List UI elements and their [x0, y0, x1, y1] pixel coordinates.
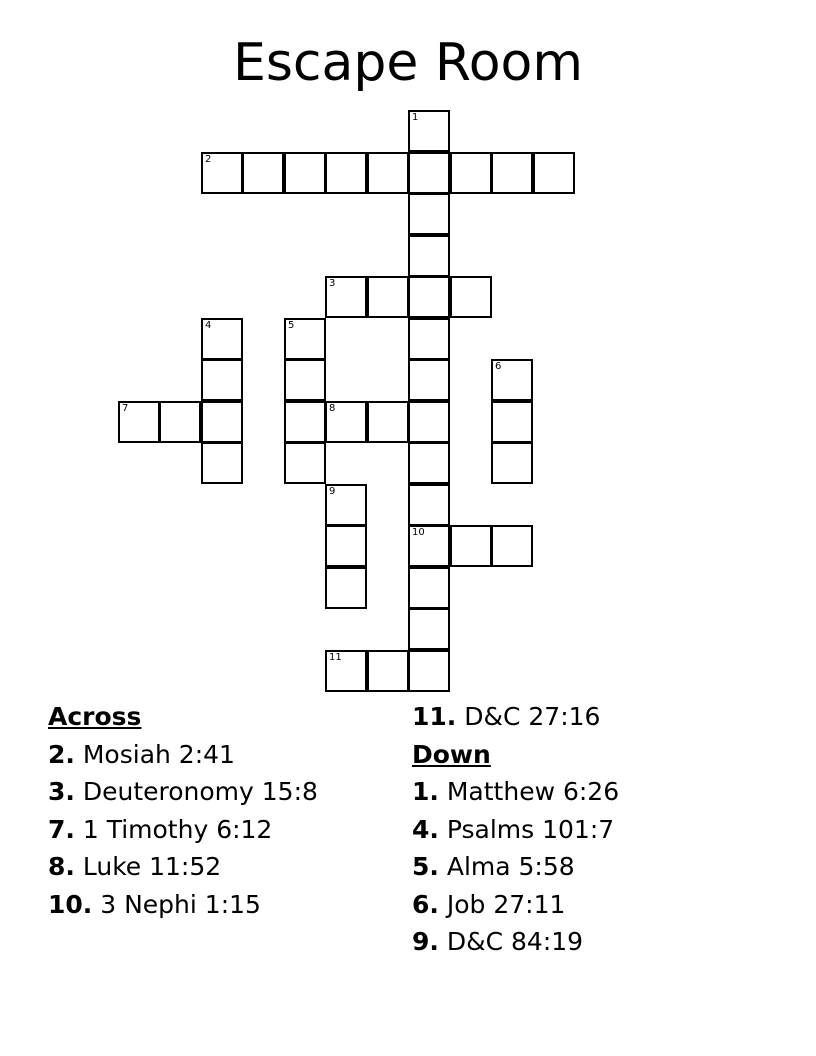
clue-text: Alma 5:58	[446, 852, 575, 881]
grid-cell[interactable]	[118, 401, 160, 443]
down-heading: Down	[412, 739, 491, 769]
grid-cell[interactable]	[325, 525, 367, 567]
clue-text: Deuteronomy 15:8	[82, 777, 318, 806]
clue-text: 1 Timothy 6:12	[82, 814, 273, 844]
clue-number: 10.	[48, 889, 93, 919]
cell-number: 6	[495, 361, 502, 372]
grid-cell[interactable]	[408, 276, 450, 318]
grid-cell[interactable]	[408, 235, 450, 277]
across-heading: Across	[48, 702, 142, 731]
cell-number: 2	[205, 154, 212, 165]
cell-number: 11	[329, 652, 342, 663]
cell-number: 3	[329, 278, 336, 289]
grid-cell[interactable]	[325, 567, 367, 609]
clue-across-2	[48, 736, 318, 774]
clue-text: D&C 84:19	[446, 927, 584, 956]
grid-cell[interactable]	[491, 442, 533, 484]
clue-number: 1.	[412, 777, 439, 806]
grid-cell[interactable]	[325, 276, 367, 318]
grid-cell[interactable]	[367, 152, 409, 194]
grid-cell[interactable]	[201, 152, 243, 194]
grid-cell[interactable]	[367, 401, 409, 443]
grid-cell[interactable]	[201, 318, 243, 360]
grid-cell[interactable]	[408, 152, 450, 194]
cell-number: 10	[412, 527, 425, 538]
grid-cell[interactable]	[284, 318, 326, 360]
grid-cell[interactable]	[408, 359, 450, 401]
clue-column-right	[412, 698, 619, 961]
clue-across-7	[48, 811, 318, 849]
cell-number: 4	[205, 320, 212, 331]
grid-cell[interactable]	[408, 608, 450, 650]
grid-cell[interactable]	[201, 359, 243, 401]
grid-cell[interactable]	[491, 359, 533, 401]
grid-cell[interactable]	[408, 525, 450, 567]
cell-number: 5	[288, 320, 295, 331]
grid-cell[interactable]	[408, 484, 450, 526]
clue-number: 8.	[48, 852, 75, 881]
grid-cell[interactable]	[242, 152, 284, 194]
cell-number: 7	[122, 403, 129, 414]
grid-cell[interactable]	[450, 152, 492, 194]
clue-number: 9.	[412, 927, 439, 956]
clue-text: Luke 11:52	[82, 852, 222, 881]
clue-down-9	[412, 923, 619, 961]
grid-cell[interactable]	[325, 650, 367, 692]
grid-cell[interactable]	[408, 567, 450, 609]
clue-number: 7.	[48, 814, 75, 844]
clue-down-1	[412, 773, 619, 811]
grid-cell[interactable]	[450, 525, 492, 567]
grid-cell[interactable]	[491, 401, 533, 443]
grid-cell[interactable]	[408, 650, 450, 692]
clue-text: 3 Nephi 1:15	[100, 889, 261, 919]
clue-down-4	[412, 811, 619, 849]
clue-number: 2.	[48, 739, 75, 769]
grid-cell[interactable]	[491, 525, 533, 567]
clue-across-11	[412, 698, 619, 736]
clue-text: Matthew 6:26	[446, 777, 620, 806]
clue-down-6	[412, 886, 619, 924]
grid-cell[interactable]	[325, 484, 367, 526]
grid-cell[interactable]	[325, 401, 367, 443]
grid-cell[interactable]	[533, 152, 575, 194]
grid-cell[interactable]	[159, 401, 201, 443]
clue-across-8	[48, 848, 318, 886]
grid-cell[interactable]	[284, 359, 326, 401]
grid-cell[interactable]	[408, 401, 450, 443]
grid-cell[interactable]	[201, 442, 243, 484]
clue-text: Job 27:11	[446, 889, 566, 919]
grid-cell[interactable]	[201, 401, 243, 443]
grid-cell[interactable]	[408, 442, 450, 484]
clue-text: D&C 27:16	[464, 702, 601, 731]
grid-cell[interactable]	[325, 152, 367, 194]
grid-cell[interactable]	[408, 193, 450, 235]
clue-number: 6.	[412, 889, 439, 919]
clue-across-3	[48, 773, 318, 811]
grid-cell[interactable]	[408, 110, 450, 152]
grid-cell[interactable]	[367, 650, 409, 692]
cell-number: 8	[329, 403, 336, 414]
clue-across-10	[48, 886, 318, 924]
cell-number: 1	[412, 112, 419, 123]
clue-text: Psalms 101:7	[446, 814, 615, 844]
cell-number: 9	[329, 486, 336, 497]
clue-text: Mosiah 2:41	[82, 739, 235, 769]
grid-cell[interactable]	[408, 318, 450, 360]
grid-cell[interactable]	[491, 152, 533, 194]
grid-cell[interactable]	[367, 276, 409, 318]
page-title: Escape Room	[232, 33, 583, 93]
clue-number: 4.	[412, 814, 439, 844]
grid-cell[interactable]	[284, 152, 326, 194]
grid-cell[interactable]	[450, 276, 492, 318]
clue-column-left	[48, 698, 318, 923]
clue-number: 5.	[412, 852, 439, 881]
clue-number: 3.	[48, 777, 75, 806]
grid-cell[interactable]	[284, 442, 326, 484]
grid-cell[interactable]	[284, 401, 326, 443]
clue-down-5	[412, 848, 619, 886]
clue-number: 11.	[412, 702, 457, 731]
